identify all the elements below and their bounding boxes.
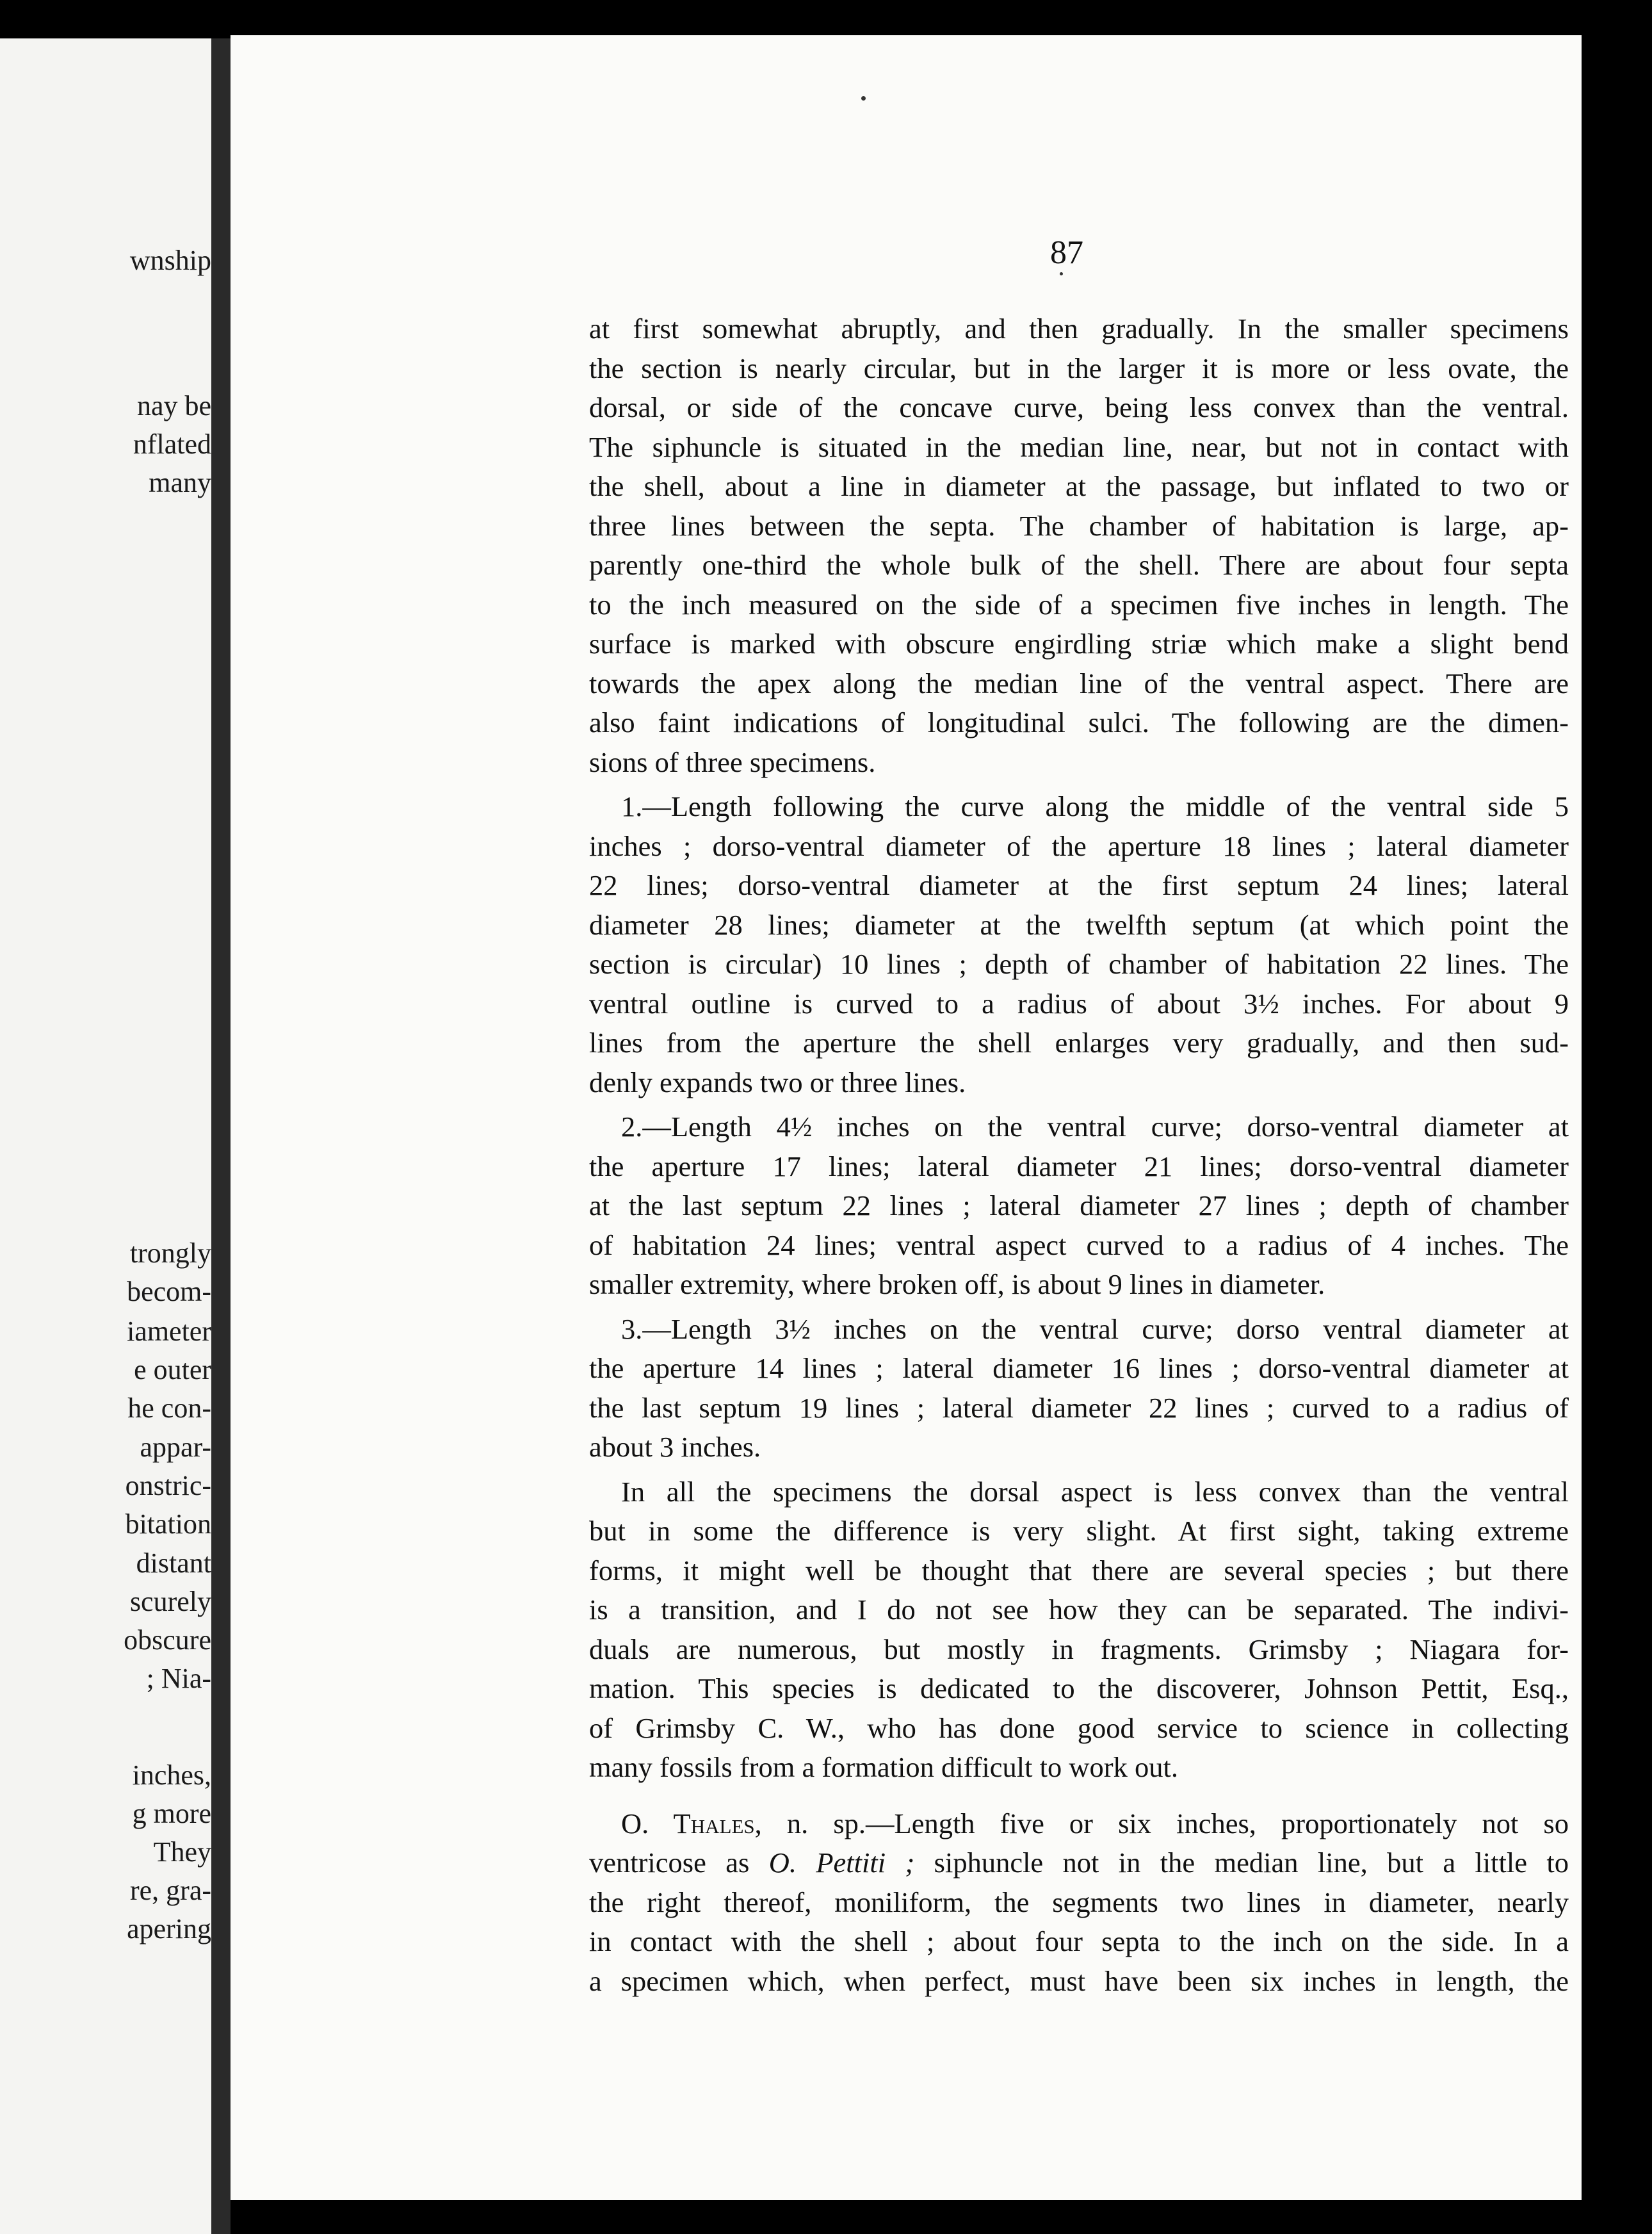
previous-page-strip	[0, 38, 211, 2234]
page-gutter	[211, 38, 231, 2234]
previous-page-text-fragment: e outer	[134, 1354, 211, 1385]
paragraph-o-thales	[589, 1804, 1569, 2002]
paragraph	[589, 1107, 1569, 1305]
text-line: denly expands two or three lines.	[589, 1066, 966, 1098]
text-line: the section is nearly circular, but in the larger it is more or less ovate, the	[589, 352, 1569, 384]
text-line: smaller extremity, where broken off, is about 9 lines in diameter.	[589, 1268, 1325, 1300]
text-line: the aperture 14 lines ; lateral diameter 16 lines ; dorso-ventral diameter at	[589, 1352, 1569, 1384]
text-line: parently one-third the whole bulk of the shell. There are about four septa	[589, 549, 1569, 581]
paragraph	[589, 309, 1569, 782]
previous-page-text-fragment: wnship	[129, 245, 211, 276]
text-line: section is circular) 10 lines ; depth of chamber of habitation 22 lines. The	[589, 948, 1569, 980]
paragraph	[589, 1310, 1569, 1467]
text-line: of Grimsby C. W., who has done good service to science in collecting	[589, 1711, 1569, 1744]
body-text	[589, 309, 1569, 2001]
page-number: 87	[1050, 234, 1083, 271]
previous-page-text-fragment: re, gra-	[129, 1875, 211, 1906]
text-line: three lines between the septa. The chamber of habitation is large, ap-	[589, 509, 1569, 542]
previous-page-text-fragment: becom-	[127, 1276, 211, 1307]
text-line: duals are numerous, but mostly in fragments. Grimsby ; Niagara for-	[589, 1633, 1569, 1665]
text-line: In all the specimens the dorsal aspect is less convex than the ventral	[621, 1475, 1569, 1508]
main-page	[231, 35, 1582, 2200]
text-line: at the last septum 22 lines ; lateral diameter 27 lines ; depth of chamber	[589, 1189, 1569, 1221]
previous-page-text-fragment: trongly	[129, 1237, 211, 1269]
previous-page-text-fragment: appar-	[140, 1431, 211, 1463]
text-line: the last septum 19 lines ; lateral diameter 22 lines ; curved to a radius of	[589, 1391, 1569, 1424]
text-line: at first somewhat abruptly, and then gradually. In the smaller specimens	[589, 313, 1569, 345]
text-line: is a transition, and I do not see how they can be separated. The indivi-	[589, 1594, 1569, 1626]
previous-page-text-fragment: obscure	[124, 1624, 211, 1656]
text-line: the aperture 17 lines; lateral diameter 21 lines; dorso-ventral diameter	[589, 1150, 1569, 1182]
previous-page-text-fragment: he con-	[127, 1392, 211, 1424]
previous-page-text-fragment: many	[149, 467, 211, 498]
text-line: but in some the difference is very slight. At first sight, taking extreme	[589, 1515, 1569, 1547]
text-line: 1.—Length following the curve along the middle of the ventral side 5	[621, 790, 1569, 822]
text-line: surface is marked with obscure engirdling striæ which make a slight bend	[589, 628, 1569, 660]
previous-page-text-fragment: bitation	[125, 1508, 211, 1540]
previous-page-text-fragment: nflated	[133, 428, 211, 460]
previous-page-text-fragment: iameter	[127, 1316, 211, 1347]
text-line: The siphuncle is situated in the median line, near, but not in contact with	[589, 430, 1569, 463]
text-line: of habitation 24 lines; ventral aspect curved to a radius of 4 inches. The	[589, 1228, 1569, 1261]
ink-speck	[1060, 272, 1063, 275]
previous-page-text-fragment: nay be	[136, 390, 211, 421]
previous-page-text-fragment: inches,	[132, 1759, 211, 1791]
text-line: also faint indications of longitudinal sulci. The following are the dimen-	[589, 706, 1569, 738]
species-reference: O. Pettiti ;	[768, 1847, 915, 1879]
paragraph	[589, 1472, 1569, 1788]
text-line: the shell, about a line in diameter at the passage, but inflated to two or	[589, 470, 1569, 502]
text-line: in contact with the shell ; about four septa to the inch on the side. In a	[589, 1925, 1569, 1957]
text-line: forms, it might well be thought that there are several species ; but there	[589, 1554, 1569, 1586]
text-line: inches ; dorso-ventral diameter of the aperture 18 lines ; lateral diameter	[589, 829, 1569, 862]
text-line: sions of three specimens.	[589, 746, 876, 778]
text-line: about 3 inches.	[589, 1431, 761, 1463]
species-name: O. Thales	[621, 1807, 755, 1839]
previous-page-text-fragment: ; Nia-	[146, 1663, 211, 1694]
text-line	[589, 1804, 1569, 1844]
previous-page-text-fragment: distant	[136, 1547, 211, 1579]
text-line: a specimen which, when perfect, must have been six inches in length, the	[589, 1964, 1569, 1997]
text-line: lines from the aperture the shell enlarges very gradually, and then sud-	[589, 1027, 1569, 1059]
text-line: towards the apex along the median line of the ventral aspect. There are	[589, 667, 1569, 699]
paragraph	[589, 787, 1569, 1102]
text-span: ventricose as	[589, 1847, 769, 1879]
text-line: many fossils from a formation difficult to work out.	[589, 1751, 1178, 1783]
previous-page-text-fragment: apering	[127, 1913, 211, 1945]
text-line: dorsal, or side of the concave curve, being less convex than the ventral.	[589, 391, 1569, 423]
text-line: 22 lines; dorso-ventral diameter at the first septum 24 lines; lateral	[589, 869, 1569, 901]
previous-page-text-fragment: onstric-	[125, 1470, 211, 1501]
text-line: 2.—Length 4½ inches on the ventral curve; dorso-ventral diameter at	[621, 1111, 1569, 1143]
text-line: mation. This species is dedicated to the discoverer, Johnson Pettit, Esq.,	[589, 1672, 1569, 1704]
text-line: 3.—Length 3½ inches on the ventral curve; dorso ventral diameter at	[621, 1312, 1569, 1345]
previous-page-text-fragment: They	[153, 1836, 211, 1868]
ink-speck	[861, 96, 866, 101]
previous-page-text-fragment: g more	[132, 1798, 211, 1829]
previous-page-text-fragment: scurely	[129, 1586, 211, 1617]
text-line: diameter 28 lines; diameter at the twelfth septum (at which point the	[589, 908, 1569, 941]
text-span: , n. sp.—Length five or six inches, proportionately not so	[754, 1807, 1569, 1839]
text-line: to the inch measured on the side of a specimen five inches in length. The	[589, 588, 1569, 621]
text-span: siphuncle not in the median line, but a little to	[914, 1847, 1569, 1879]
text-line: ventral outline is curved to a radius of about 3½ inches. For about 9	[589, 987, 1569, 1020]
text-line: the right thereof, moniliform, the segments two lines in diameter, nearly	[589, 1886, 1569, 1918]
text-line	[589, 1843, 1569, 1883]
